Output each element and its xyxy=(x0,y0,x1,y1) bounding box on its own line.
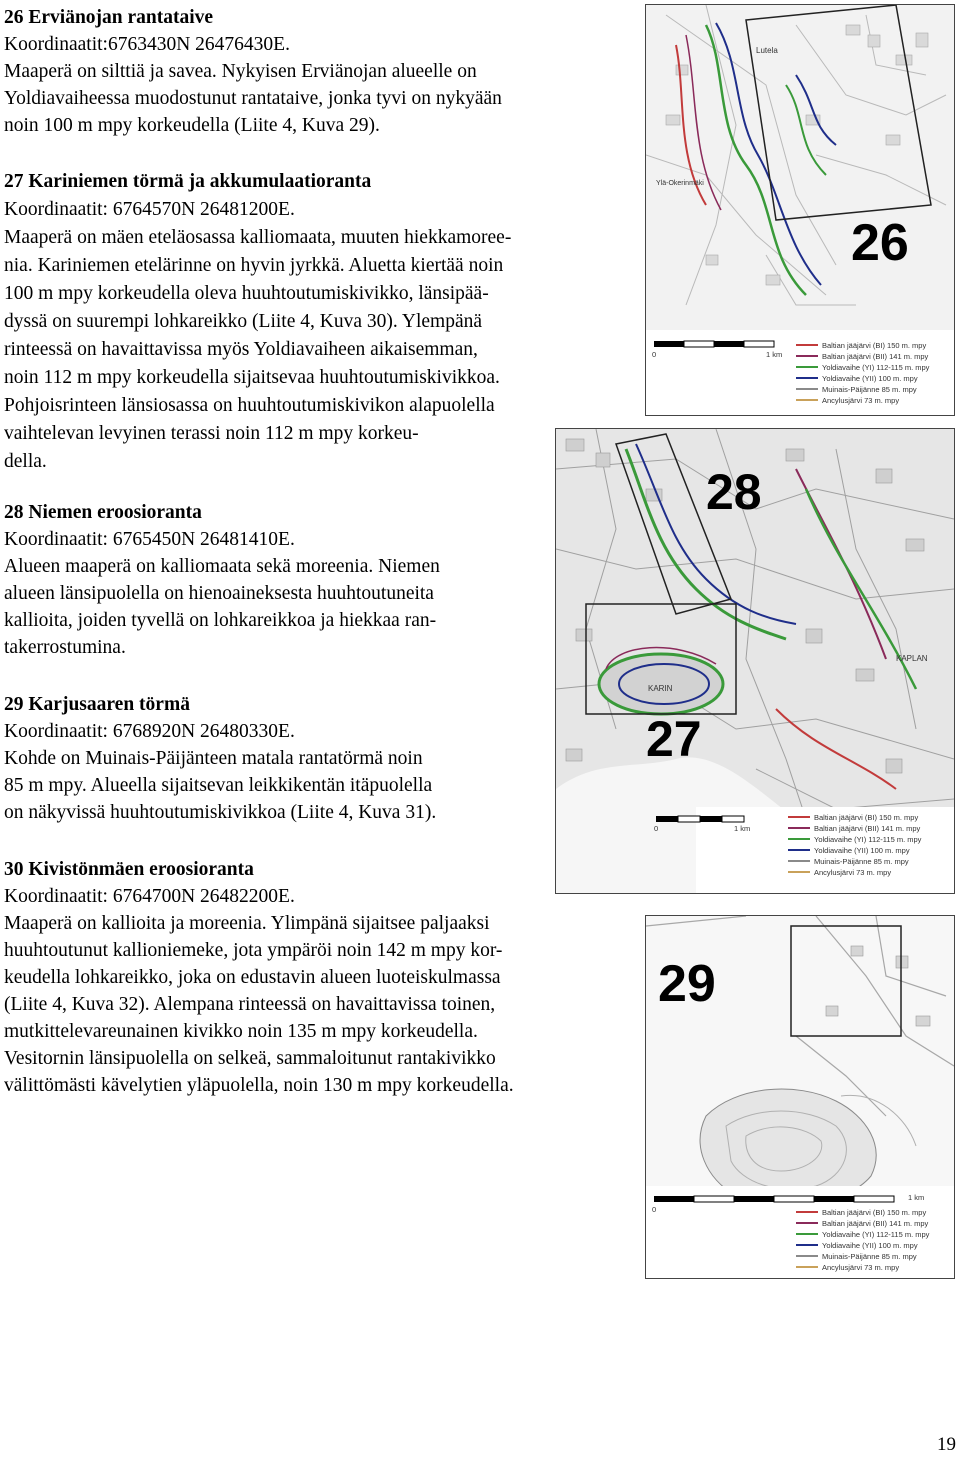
place-label: KARIN xyxy=(648,684,673,693)
text-line: mutkittelevareunainen kivikko noin 135 m mpy korkeudella. xyxy=(4,1021,478,1042)
text-line: Koordinaatit: 6768920N 26480330E. xyxy=(4,721,295,742)
map-number: 26 xyxy=(851,214,909,272)
text-line: vaihtelevan levyinen terassi noin 112 m mpy korkeu- xyxy=(4,423,419,444)
text-line: noin 112 m mpy korkeudella sijaitsevaa huuhtoutumiskivikkoa. xyxy=(4,367,500,388)
legend-label: Ancylusjärvi 73 m. mpy xyxy=(814,868,892,877)
legend-label: Baltian jääjärvi (BII) 141 m. mpy xyxy=(814,824,921,833)
map-26 xyxy=(645,4,955,416)
legend-label: Yoldiavaihe (YII) 100 m. mpy xyxy=(822,374,918,383)
section-title: 29 Karjusaaren törmä xyxy=(4,694,190,715)
text-line: Kohde on Muinais-Päijänteen matala rantatörmä noin xyxy=(4,748,423,769)
text-line: (Liite 4, Kuva 32). Alempana rinteessä on havaittavissa toinen, xyxy=(4,994,496,1015)
map-number: 28 xyxy=(706,464,762,520)
text-line: nia. Kariniemen etelärinne on hyvin jyrkkä. Aluetta kiertää noin xyxy=(4,255,504,276)
text-line: kallioita, joiden tyvellä on lohkareikkoa ja hiekkaa ran- xyxy=(4,610,437,631)
section-title: 26 Erviänojan rantataive xyxy=(4,7,214,28)
section-title: 28 Niemen eroosioranta xyxy=(4,502,202,523)
text-line: keudella lohkareikko, joka on edustavin alueen luoteiskulmassa xyxy=(4,967,501,988)
text-line: on näkyvissä huuhtoutumiskivikkoa (Liite 4, Kuva 31). xyxy=(4,802,437,823)
legend-label: Yoldiavaihe (YII) 100 m. mpy xyxy=(822,1241,918,1250)
scale-end: 1 km xyxy=(908,1193,925,1202)
text-line: Maaperä on kallioita ja moreenia. Ylimpänä sijaitsee paljaaksi xyxy=(4,913,490,934)
text-line: Koordinaatit: 6765450N 26481410E. xyxy=(4,529,295,550)
scale-start: 0 xyxy=(654,824,659,833)
text-line: Koordinaatit: 6764700N 26482200E. xyxy=(4,886,295,907)
text-line: Koordinaatit: 6764570N 26481200E. xyxy=(4,199,295,220)
legend-label: Ancylusjärvi 73 m. mpy xyxy=(822,1263,900,1272)
text-line: Alueen maaperä on kalliomaata sekä moreenia. Niemen xyxy=(4,556,440,577)
text-line: 100 m mpy korkeudella oleva huuhtoutumiskivikko, länsipää- xyxy=(4,283,489,304)
text-line: alueen länsipuolella on hienoaineksesta huuhtoutuneita xyxy=(4,583,434,604)
scale-end: 1 km xyxy=(766,350,783,359)
map-number: 29 xyxy=(658,955,716,1013)
section-title: 30 Kivistönmäen eroosioranta xyxy=(4,859,254,880)
legend-label: Baltian jääjärvi (BI) 150 m. mpy xyxy=(822,341,927,350)
legend-label: Yoldiavaihe (YII) 100 m. mpy xyxy=(814,846,910,855)
scale-end: 1 km xyxy=(734,824,751,833)
text-line: huuhtoutunut kallioniemeke, jota ympäröi noin 142 m mpy kor- xyxy=(4,940,503,961)
text-line: Yoldiavaiheessa muodostunut rantataive, jonka tyvi on nykyään xyxy=(4,88,502,109)
text-line: della. xyxy=(4,451,47,472)
text-line: Maaperä on silttiä ja savea. Nykyisen Erviänojan alueelle on xyxy=(4,61,477,82)
text-line: noin 100 m mpy korkeudella (Liite 4, Kuva 29). xyxy=(4,115,380,136)
legend-label: Muinais-Päijänne 85 m. mpy xyxy=(822,1252,917,1261)
map-28-27 xyxy=(555,428,955,894)
legend-label: Yoldiavaihe (YI) 112-115 m. mpy xyxy=(814,835,922,844)
page-number: 19 xyxy=(937,1434,956,1455)
map-29 xyxy=(645,915,955,1279)
map-number-secondary: 27 xyxy=(646,711,702,767)
text-line: 85 m mpy. Alueella sijaitsevan leikkikentän itäpuolella xyxy=(4,775,433,796)
text-line: Koordinaatit:6763430N 26476430E. xyxy=(4,34,290,55)
legend-label: Yoldiavaihe (YI) 112-115 m. mpy xyxy=(822,1230,930,1239)
text-line: dyssä on suurempi lohkareikko (Liite 4, Kuva 30). Ylempänä xyxy=(4,311,482,332)
place-label: KAPLAN xyxy=(896,654,928,663)
legend-label: Baltian jääjärvi (BII) 141 m. mpy xyxy=(822,1219,929,1228)
text-line: Vesitornin länsipuolella on selkeä, sammaloitunut rantakivikko xyxy=(4,1048,496,1069)
legend-label: Baltian jääjärvi (BI) 150 m. mpy xyxy=(814,813,919,822)
text-line: Pohjoisrinteen länsiosassa on huuhtoutumiskivikon alapuolella xyxy=(4,395,495,416)
place-label: Ylä-Okerinmäki xyxy=(656,180,704,187)
text-line: välittömästi kävelytien yläpuolella, noin 130 m mpy korkeudella. xyxy=(4,1075,514,1096)
text-line: Maaperä on mäen eteläosassa kalliomaata, muuten hiekkamoree- xyxy=(4,227,512,248)
scale-start: 0 xyxy=(652,350,657,359)
scale-start: 0 xyxy=(652,1205,657,1214)
place-label: Lutela xyxy=(756,46,778,55)
legend-label: Muinais-Päijänne 85 m. mpy xyxy=(814,857,909,866)
legend-label: Ancylusjärvi 73 m. mpy xyxy=(822,396,900,405)
section-title: 27 Kariniemen törmä ja akkumulaatioranta xyxy=(4,171,372,192)
legend-label: Muinais-Päijänne 85 m. mpy xyxy=(822,385,917,394)
text-line: takerrostumina. xyxy=(4,637,126,658)
text-line: rinteessä on havaittavissa myös Yoldiavaiheen aikaisemman, xyxy=(4,339,478,360)
legend-label: Baltian jääjärvi (BI) 150 m. mpy xyxy=(822,1208,927,1217)
legend-label: Baltian jääjärvi (BII) 141 m. mpy xyxy=(822,352,929,361)
legend-label: Yoldiavaihe (YI) 112-115 m. mpy xyxy=(822,363,930,372)
